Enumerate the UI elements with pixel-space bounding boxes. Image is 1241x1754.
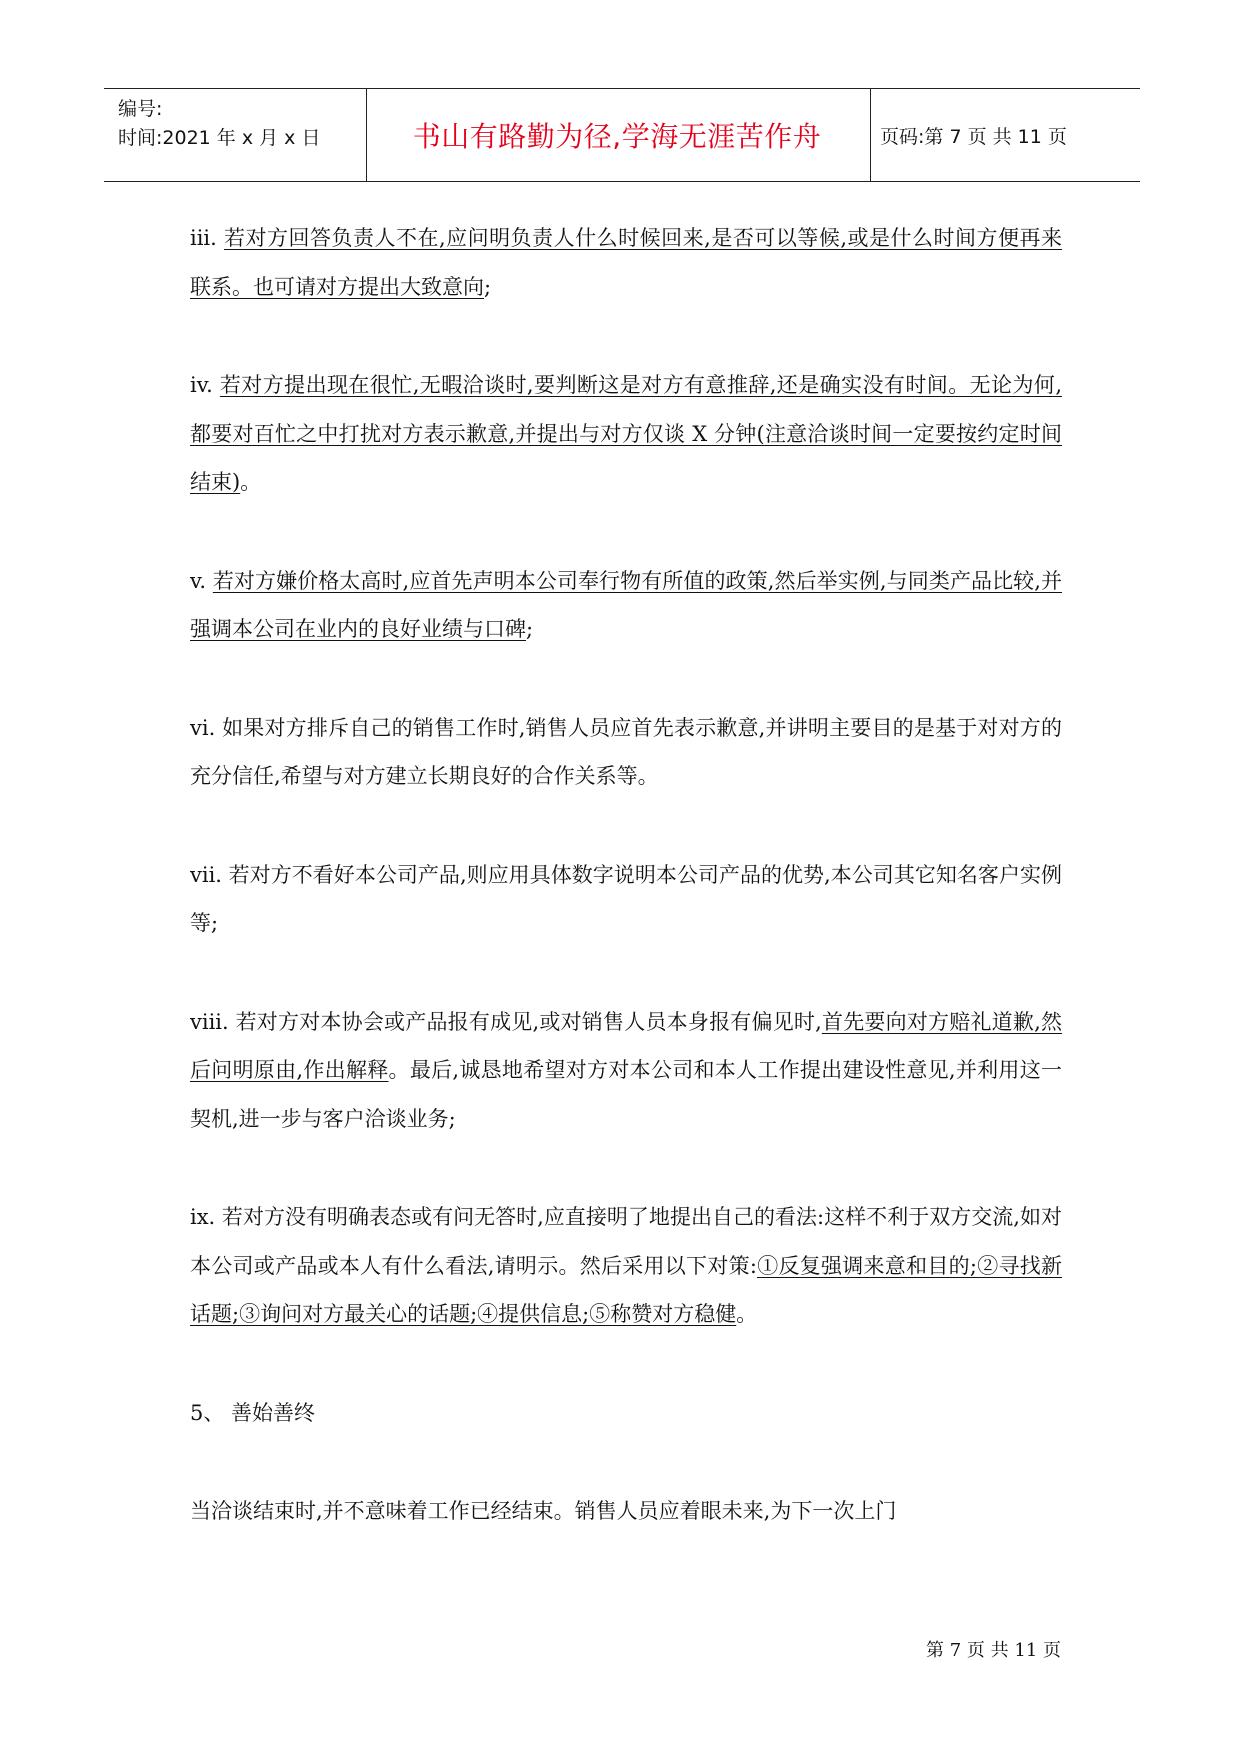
paragraph-viii: viii. 若对方对本协会或产品报有成见,或对销售人员本身报有偏见时,首先要向对方赔礼道歉,然后问明原由,作出解释。最后,诚恳地希望对方对本公司和本人工作提出建设性意见,并利用这一契机,进一步与客户洽谈业务; xyxy=(190,1009,1062,1131)
paragraph-ix: ix. 若对方没有明确表态或有问无答时,应直接明了地提出自己的看法:这样不利于双方交流,如对本公司或产品或本人有什么看法,请明示。然后采用以下对策:①反复强调来意和目的;②寻找新话题;③询问对方最关心的话题;④提供信息;⑤称赞对方稳健。 xyxy=(190,1205,1063,1326)
paragraph-closing: 当洽谈结束时,并不意味着工作已经结束。销售人员应着眼未来,为下一次上门 xyxy=(190,1499,897,1523)
paragraph-iv: iv. 若对方提出现在很忙,无暇洽谈时,要判断这是对方有意推辞,还是确实没有时间。无论为何,都要对百忙之中打扰对方表示歉意,并提出与对方仅谈 X 分钟(注意洽谈时间一定要按约定时间结束)。 xyxy=(190,373,1062,494)
document-number-label: 编号: xyxy=(118,98,163,120)
underlined-text: 若对方嫌价格太高时,应首先声明本公司奉行物有所值的政策,然后举实例,与同类产品比较,并强调本公司在业内的良好业绩与口碑 xyxy=(190,568,1062,641)
header-meta xyxy=(118,95,320,153)
paragraph-v: v. 若对方嫌价格太高时,应首先声明本公司奉行物有所值的政策,然后举实例,与同类产品比较,并强调本公司在业内的良好业绩与口碑; xyxy=(190,568,1062,641)
header-page-number: 页码:第 7 页 共 11 页 xyxy=(880,125,1067,148)
page-footer: 第 7 页 共 11 页 xyxy=(926,1640,1061,1661)
header-divider-right xyxy=(870,89,871,181)
underlined-text: 若对方回答负责人不在,应问明负责人什么时候回来,是否可以等候,或是什么时间方便再来联系。也可请对方提出大致意向 xyxy=(190,226,1062,299)
document-time-label: 时间:2021 年 x 月 x 日 xyxy=(118,127,321,149)
paragraph-vi: vi. 如果对方排斥自己的销售工作时,销售人员应首先表示歉意,并讲明主要目的是基于对对方的充分信任,希望与对方建立长期良好的合作关系等。 xyxy=(190,715,1062,788)
document-body xyxy=(190,214,1062,1586)
underlined-text: 若对方提出现在很忙,无暇洽谈时,要判断这是对方有意推辞,还是确实没有时间。无论为何,都要对百忙之中打扰对方表示歉意,并提出与对方仅谈 X 分钟(注意洽谈时间一定要按约定时间结束) xyxy=(190,373,1062,494)
section-heading-5: 5、 善始善终 xyxy=(190,1400,316,1425)
underlined-text: 首先要向对方赔礼道歉,然后问明原由,作出解释 xyxy=(190,1009,1062,1082)
underlined-text: ①反复强调来意和目的;②寻找新话题;③询问对方最关心的话题;④提供信息;⑤称赞对方稳健 xyxy=(190,1253,1063,1326)
header-divider-left xyxy=(366,89,367,181)
header-motto: 书山有路勤为径,学海无涯苦作舟 xyxy=(412,120,822,153)
page-header xyxy=(104,88,1140,182)
paragraph-vii: vii. 若对方不看好本公司产品,则应用具体数字说明本公司产品的优势,本公司其它知名客户实例等; xyxy=(190,862,1062,935)
paragraph-iii: iii. 若对方回答负责人不在,应问明负责人什么时候回来,是否可以等候,或是什么时间方便再来联系。也可请对方提出大致意向; xyxy=(190,226,1062,299)
